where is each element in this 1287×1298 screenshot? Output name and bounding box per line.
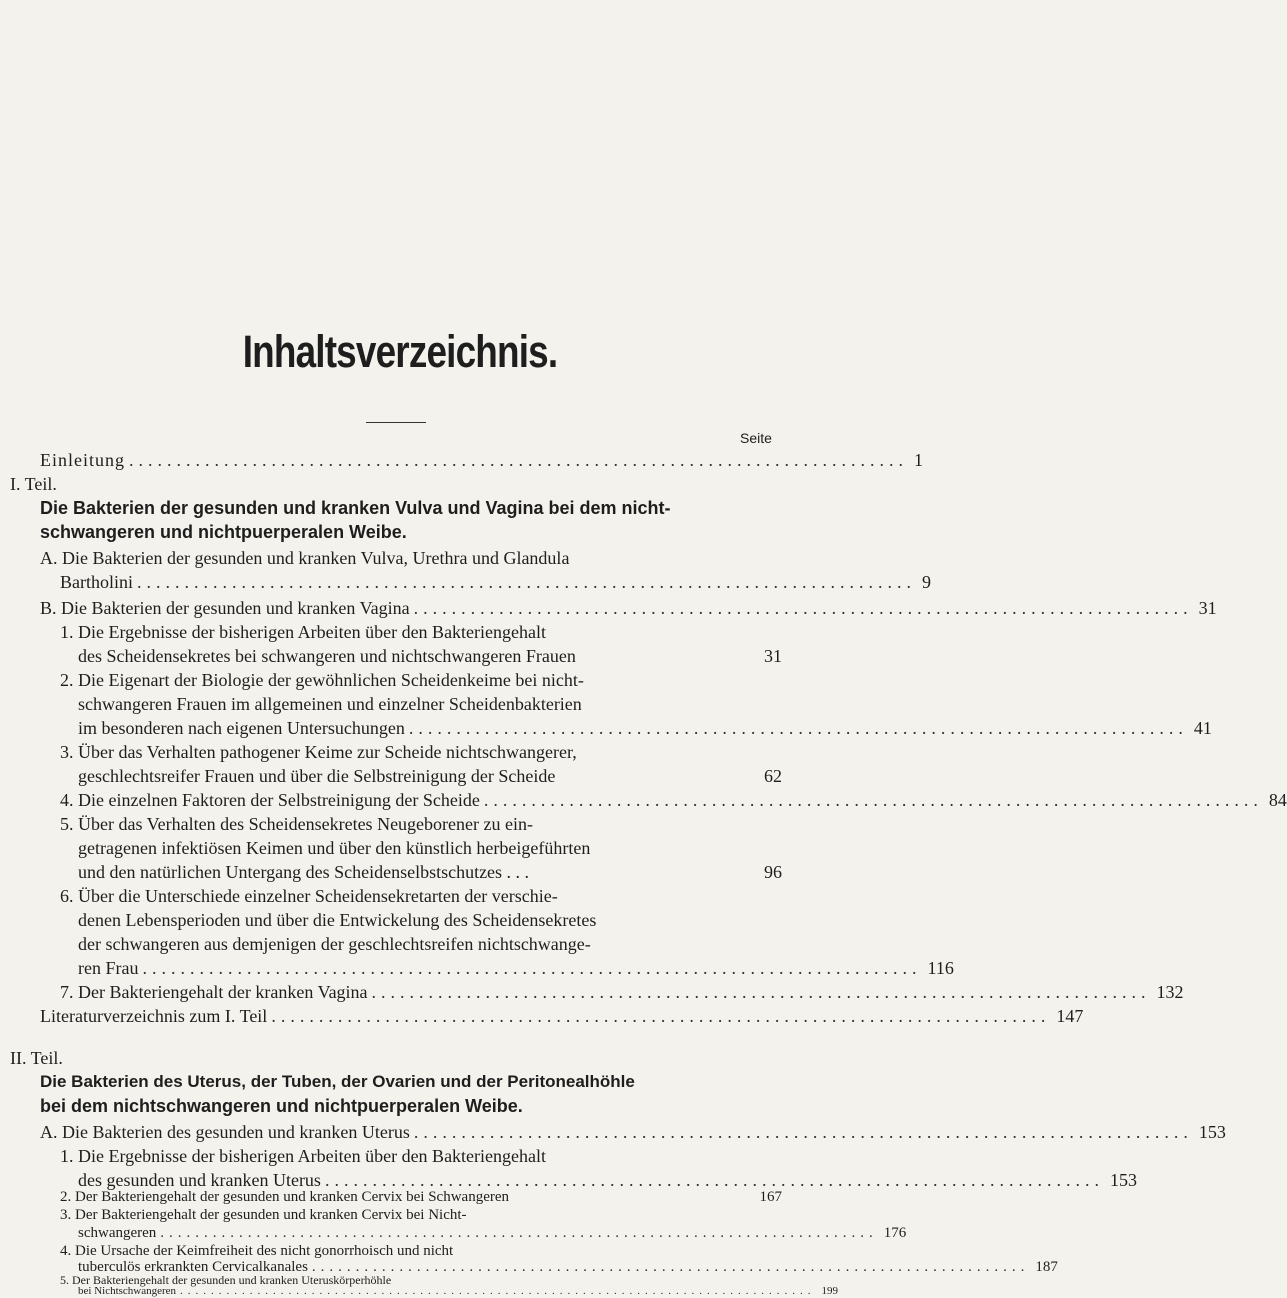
toc-entry-line: 2. Der Bakteriengehalt der gesunden und kranken Cervix bei Schwangeren bbox=[60, 1189, 510, 1205]
toc-entry-label: ren Frau bbox=[78, 958, 139, 978]
toc-entry-label: im besonderen nach eigenen Untersuchungen bbox=[78, 718, 405, 738]
leader-dots: .................................................................................. bbox=[137, 572, 916, 592]
toc-entry-line: und den natürlichen Untergang des Scheidenselbstschutzes . . . bbox=[78, 862, 530, 882]
toc-page-number: 176 bbox=[883, 1225, 907, 1241]
toc-entry-literatur[interactable] bbox=[40, 1004, 1084, 1028]
part-heading: Die Bakterien des Uterus, der Tuben, der Ovarien und der Peritonealhöhle bbox=[40, 1072, 635, 1091]
toc-page-number: 153 bbox=[1198, 1122, 1226, 1142]
leader-dots: .................................................................................. bbox=[142, 958, 922, 978]
toc-entry-label: tuberculös erkrankten Cervicalkanales bbox=[78, 1259, 308, 1275]
toc-entry-label: bei Nichtschwangeren bbox=[78, 1285, 177, 1297]
toc-entry-label: A. Die Bakterien des gesunden und kranken Uterus bbox=[40, 1122, 410, 1142]
part-heading: bei dem nichtschwangeren und nichtpuerperalen Weibe. bbox=[40, 1096, 523, 1116]
toc-entry-label: B. Die Bakterien der gesunden und kranken Vagina bbox=[40, 598, 410, 618]
toc-entry-label: 4. Die einzelnen Faktoren der Selbstreinigung der Scheide bbox=[60, 790, 480, 810]
toc-entry-7[interactable] bbox=[60, 980, 1184, 1004]
leader-dots: .................................................................................. bbox=[371, 982, 1151, 1002]
toc-page-number: 31 bbox=[1198, 598, 1217, 618]
leader-dots: .................................................................................. bbox=[408, 718, 1188, 738]
toc-entry-line: getragenen infektiösen Keimen und über den künstlich herbeigeführten bbox=[78, 838, 591, 858]
toc-entry-line: denen Lebensperioden und über die Entwickelung des Scheidensekretes bbox=[78, 910, 597, 930]
toc-page-number: 9 bbox=[922, 572, 931, 592]
toc-entry-label: schwangeren bbox=[78, 1225, 157, 1241]
toc-entry-label: Bartholini bbox=[60, 572, 133, 592]
part-label: I. Teil. bbox=[10, 474, 57, 494]
toc-page-number: 1 bbox=[914, 450, 923, 470]
leader-dots: .................................................................................. bbox=[160, 1225, 878, 1241]
toc-entry-line: des Scheidensekretes bei schwangeren und nichtschwangeren Frauen bbox=[78, 646, 576, 666]
toc-entry-line: 5. Der Bakteriengehalt der gesunden und kranken Uteruskörperhöhle bbox=[60, 1273, 392, 1287]
toc-page-number: 199 bbox=[821, 1285, 839, 1297]
leader-dots: .................................................................................. bbox=[311, 1259, 1030, 1275]
toc-entry-label: Einleitung bbox=[40, 450, 125, 470]
part-heading: schwangeren und nichtpuerperalen Weibe. bbox=[40, 522, 407, 542]
toc-entry-line: 6. Über die Unterschiede einzelner Scheidensekretarten der verschie- bbox=[60, 886, 558, 906]
toc-entry-label: 7. Der Bakteriengehalt der kranken Vagina bbox=[60, 982, 368, 1002]
leader-dots: .................................................................................. bbox=[413, 1122, 1193, 1142]
toc-entry-2[interactable] bbox=[78, 716, 1212, 740]
toc-page-number: 84 bbox=[1268, 790, 1287, 810]
leader-dots: .................................................................................. bbox=[483, 790, 1263, 810]
toc-entry-line: 1. Die Ergebnisse der bisherigen Arbeiten über den Bakteriengehalt bbox=[60, 622, 547, 642]
title-divider bbox=[366, 422, 426, 423]
toc-entry-6[interactable] bbox=[78, 956, 954, 980]
page-column-label: Seite bbox=[740, 430, 772, 446]
toc-entry-5[interactable] bbox=[78, 1285, 839, 1297]
toc-page-number: 62 bbox=[764, 766, 782, 786]
page-title: Inhaltsverzeichnis. bbox=[242, 326, 558, 377]
leader-dots: .................................................................................. bbox=[271, 1006, 1051, 1026]
toc-entry-line: A. Die Bakterien der gesunden und kranken Vulva, Urethra und Glandula bbox=[40, 548, 570, 568]
toc-entry-line: der schwangeren aus demjenigen der geschlechtsreifen nichtschwange- bbox=[78, 934, 591, 954]
toc-entry-line: geschlechtsreifer Frauen und über die Selbstreinigung der Scheide bbox=[78, 766, 556, 786]
toc-entry-3[interactable] bbox=[78, 1224, 907, 1242]
part-label: II. Teil. bbox=[10, 1048, 63, 1068]
toc-entry-line: 2. Die Eigenart der Biologie der gewöhnlichen Scheidenkeime bei nicht- bbox=[60, 670, 584, 690]
toc-entry-line: 5. Über das Verhalten des Scheidensekretes Neugeborener zu ein- bbox=[60, 814, 533, 834]
toc-page-number: 187 bbox=[1035, 1259, 1058, 1275]
toc-entry-line: 3. Der Bakteriengehalt der gesunden und kranken Cervix bei Nicht- bbox=[60, 1207, 467, 1223]
toc-entry-line: 3. Über das Verhalten pathogener Keime zur Scheide nichtschwangerer, bbox=[60, 742, 577, 762]
toc-page-number: 147 bbox=[1056, 1006, 1084, 1026]
toc-page-number: 41 bbox=[1193, 718, 1212, 738]
toc-entry-line: schwangeren Frauen im allgemeinen und einzelner Scheidenbakterien bbox=[78, 694, 582, 714]
toc-entry-a[interactable] bbox=[40, 1120, 1226, 1144]
toc-entry-label: Literaturverzeichnis zum I. Teil bbox=[40, 1006, 268, 1026]
leader-dots: .................................................................................. bbox=[413, 598, 1193, 618]
toc-entry-label: des gesunden und kranken Uterus bbox=[78, 1170, 321, 1190]
toc-entry-line: 4. Die Ursache der Keimfreiheit des nicht gonorrhoisch und nicht bbox=[60, 1243, 454, 1259]
part-heading: Die Bakterien der gesunden und kranken Vulva und Vagina bei dem nicht- bbox=[40, 498, 671, 518]
leader-dots: .................................................................................. bbox=[180, 1285, 816, 1297]
toc-entry-line: 1. Die Ergebnisse der bisherigen Arbeiten über den Bakteriengehalt bbox=[60, 1146, 547, 1166]
toc-page-number: 31 bbox=[764, 646, 782, 666]
toc-page-number: 153 bbox=[1109, 1170, 1137, 1190]
toc-entry-b[interactable] bbox=[40, 596, 1217, 620]
toc-page-number: 116 bbox=[927, 958, 954, 978]
toc-page-number: 96 bbox=[764, 862, 782, 882]
toc-entry-einleitung[interactable] bbox=[40, 448, 923, 472]
leader-dots: .................................................................................. bbox=[129, 450, 908, 470]
toc-page-number: 132 bbox=[1156, 982, 1184, 1002]
toc-entry-4[interactable] bbox=[60, 788, 1287, 812]
toc-page-number: 167 bbox=[759, 1189, 782, 1205]
leader-dots: .................................................................................. bbox=[324, 1170, 1104, 1190]
toc-entry-a[interactable] bbox=[60, 570, 931, 594]
